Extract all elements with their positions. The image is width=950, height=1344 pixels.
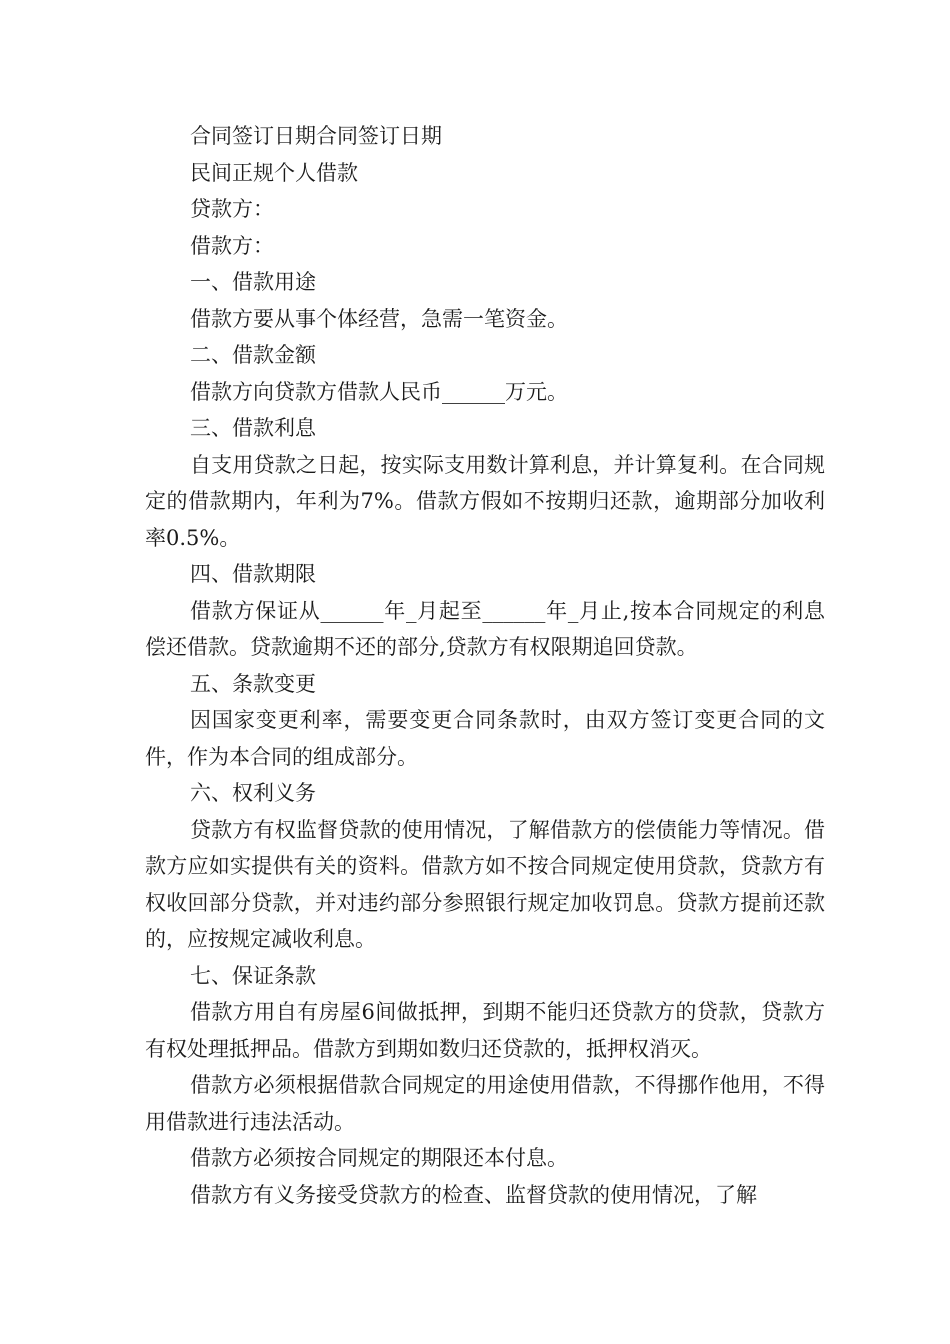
guarantee-paragraph: 借款方必须按合同规定的期限还本付息。 [190, 1146, 568, 1170]
section-heading-term: 四、借款期限 [190, 562, 316, 586]
section-heading-amount: 二、借款金额 [190, 343, 316, 367]
document-title: 民间正规个人借款 [190, 160, 358, 185]
amount-text: 借款方向贷款方借款人民币______万元。 [190, 379, 568, 404]
lender-label: 贷款方： [190, 197, 274, 221]
section-heading-purpose: 一、借款用途 [190, 270, 316, 294]
interest-paragraph: 自支用贷款之日起，按实际支用数计算利息，并计算复利。在合同规定的借款期内，年利为7%。借款方假如不按期归还款，逾期部分加收利率0.5%。 [145, 452, 825, 550]
contract-date-line: 合同签订日期合同签订日期 [190, 124, 442, 148]
rights-paragraph: 贷款方有权监督贷款的使用情况，了解借款方的偿债能力等情况。借款方应如实提供有关的资料。借款方如不按合同规定使用贷款，贷款方有权收回部分贷款，并对违约部分参照银行规定加收罚息。贷款方提前还款的，应按规定减收利息。 [145, 817, 825, 951]
borrower-label: 借款方： [190, 233, 274, 258]
purpose-text: 借款方要从事个体经营，急需一笔资金。 [190, 306, 568, 331]
section-heading-guarantee: 七、保证条款 [190, 963, 316, 988]
section-heading-rights: 六、权利义务 [190, 781, 316, 805]
document-page [145, 118, 825, 1213]
guarantee-paragraph: 借款方用自有房屋6间做抵押，到期不能归还贷款方的贷款，贷款方有权处理抵押品。借款方到期如数归还贷款的，抵押权消灭。 [145, 1000, 825, 1061]
guarantee-paragraph: 借款方有义务接受贷款方的检查、监督贷款的使用情况，了解 [190, 1182, 757, 1207]
guarantee-paragraph: 借款方必须根据借款合同规定的用途使用借款，不得挪作他用，不得用借款进行违法活动。 [145, 1073, 825, 1134]
change-paragraph: 因国家变更利率，需要变更合同条款时，由双方签订变更合同的文件，作为本合同的组成部分。 [145, 708, 825, 769]
section-heading-interest: 三、借款利息 [190, 416, 316, 440]
section-heading-change: 五、条款变更 [190, 671, 316, 696]
term-paragraph: 借款方保证从______年_月起至______年_月止,按本合同规定的利息偿还借款。贷款逾期不还的部分,贷款方有权限期追回贷款。 [145, 598, 825, 659]
